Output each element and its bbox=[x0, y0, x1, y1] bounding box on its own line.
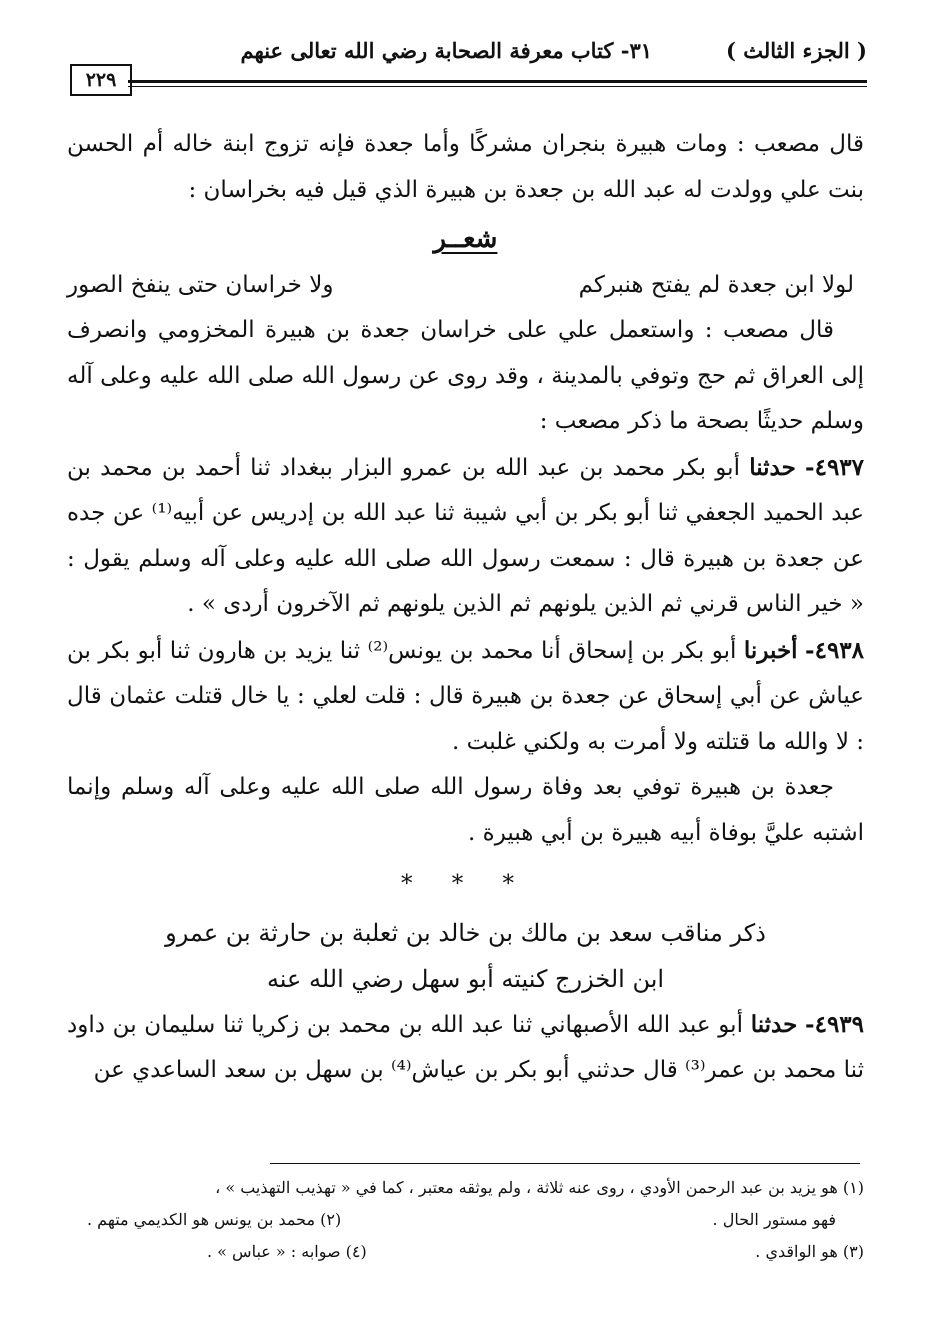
footnote-rule bbox=[270, 1163, 860, 1164]
page-number: ٢٢٩ bbox=[70, 64, 132, 96]
paragraph-mosab-1: قال مصعب : ومات هبيرة بنجران مشركًا وأما جعدة فإنه تزوج ابنة خاله أم الحسن بنت علي وولدت له عبد الله بن جعدة بن هبيرة الذي قيل فيه بخراسان : bbox=[67, 131, 864, 203]
section-title-line-2: ابن الخزرج كنيته أبو سهل رضي الله عنه bbox=[266, 964, 665, 993]
hadith-text: أبو عبد الله الأصبهاني ثنا عبد الله بن محمد بن زكريا ثنا سليمان بن داود ثنا محمد بن عمر⁽³⁾ قال حدثني أبو بكر بن عياش⁽⁴⁾ بن سهل بن سعد الساعدي عن bbox=[67, 1011, 864, 1083]
hadith-4938 bbox=[67, 628, 864, 766]
hadith-text: أبو بكر محمد بن عبد الله بن عمرو البزار ببغداد ثنا أحمد بن محمد بن عبد الحميد الجعفي ثنا أبو بكر بن أبي شيبة ثنا عبد الله بن إدريس عن أبيه⁽¹⁾ عن جده عن جعدة بن هبيرة قال : سمعت رسول الله صلى الله عليه وعلى آله وسلم يقول : « خير الناس قرني ثم الذين يلونهم ثم الذين يلونهم ثم الآخرون أردى » . bbox=[67, 454, 865, 617]
hadith-number: ٤٩٣٩- bbox=[805, 1010, 865, 1038]
poem-hemistich-2: ولا خراسان حتى ينفخ الصور bbox=[67, 271, 334, 298]
section-separator: * * * bbox=[400, 871, 531, 897]
footnote-1-continued: فهو مستور الحال . bbox=[712, 1210, 836, 1229]
hadith-text: أبو بكر بن إسحاق أنا محمد بن يونس⁽²⁾ ثنا يزيد بن هارون ثنا أبو بكر بن عياش عن أبي إسحاق عن جعدة بن هبيرة قال : قلت لعلي : يا خال قتلت عثمان قال : لا والله ما قتلته ولا أمرت به ولكني غلبت . bbox=[67, 637, 864, 755]
footnote-4: (٤) صوابه : « عباس » . bbox=[207, 1242, 367, 1261]
book-title: ٣١- كتاب معرفة الصحابة رضي الله تعالى عنهم bbox=[240, 38, 652, 63]
paragraph-note: جعدة بن هبيرة توفي بعد وفاة رسول الله صلى الله عليه وعلى آله وسلم وإنما اشتبه عليَّ بوفاة أبيه هبيرة بن أبي هبيرة . bbox=[67, 774, 864, 846]
footnote-3: (٣) هو الواقدي . bbox=[755, 1242, 864, 1261]
footnotes bbox=[67, 1172, 864, 1268]
poem-title: شعــر bbox=[433, 224, 498, 254]
section-title-line-1: ذكر مناقب سعد بن مالك بن خالد بن ثعلبة بن حارثة بن عمرو bbox=[165, 918, 766, 947]
poem-verse bbox=[67, 263, 854, 309]
main-text bbox=[67, 122, 864, 1094]
hadith-lead: حدثنا bbox=[749, 453, 796, 481]
hadith-4939 bbox=[67, 1002, 864, 1094]
footnote-1: (١) هو يزيد بن عبد الرحمن الأودي ، روى عنه ثلاثة ، ولم يوثقه معتبر ، كما في « تهذيب التهذيب » ، bbox=[215, 1178, 864, 1197]
poem-hemistich-1: لولا ابن جعدة لم يفتح هنبركم bbox=[578, 271, 854, 298]
header-rule-thick bbox=[128, 80, 867, 83]
hadith-4937 bbox=[67, 445, 864, 628]
footnote-row-2 bbox=[67, 1204, 864, 1236]
paragraph-mosab-2: قال مصعب : واستعمل علي على خراسان جعدة بن هبيرة المخزومي وانصرف إلى العراق ثم حج وتوفي بالمدينة ، وقد روى عن رسول الله صلى الله عليه وعلى آله وسلم حديثًا بصحة ما ذكر مصعب : bbox=[67, 317, 864, 434]
footnote-row-3 bbox=[67, 1236, 864, 1268]
header-rule-thin bbox=[128, 86, 867, 87]
hadith-lead: حدثنا bbox=[750, 1010, 798, 1038]
volume-label: ( الجزء الثالث ) bbox=[725, 38, 867, 63]
footnote-2: (٢) محمد بن يونس هو الكديمي متهم . bbox=[87, 1210, 342, 1229]
hadith-lead: أخبرنا bbox=[743, 636, 798, 664]
hadith-number: ٤٩٣٧- bbox=[805, 453, 865, 481]
hadith-number: ٤٩٣٨- bbox=[805, 636, 865, 664]
running-header bbox=[70, 38, 867, 68]
